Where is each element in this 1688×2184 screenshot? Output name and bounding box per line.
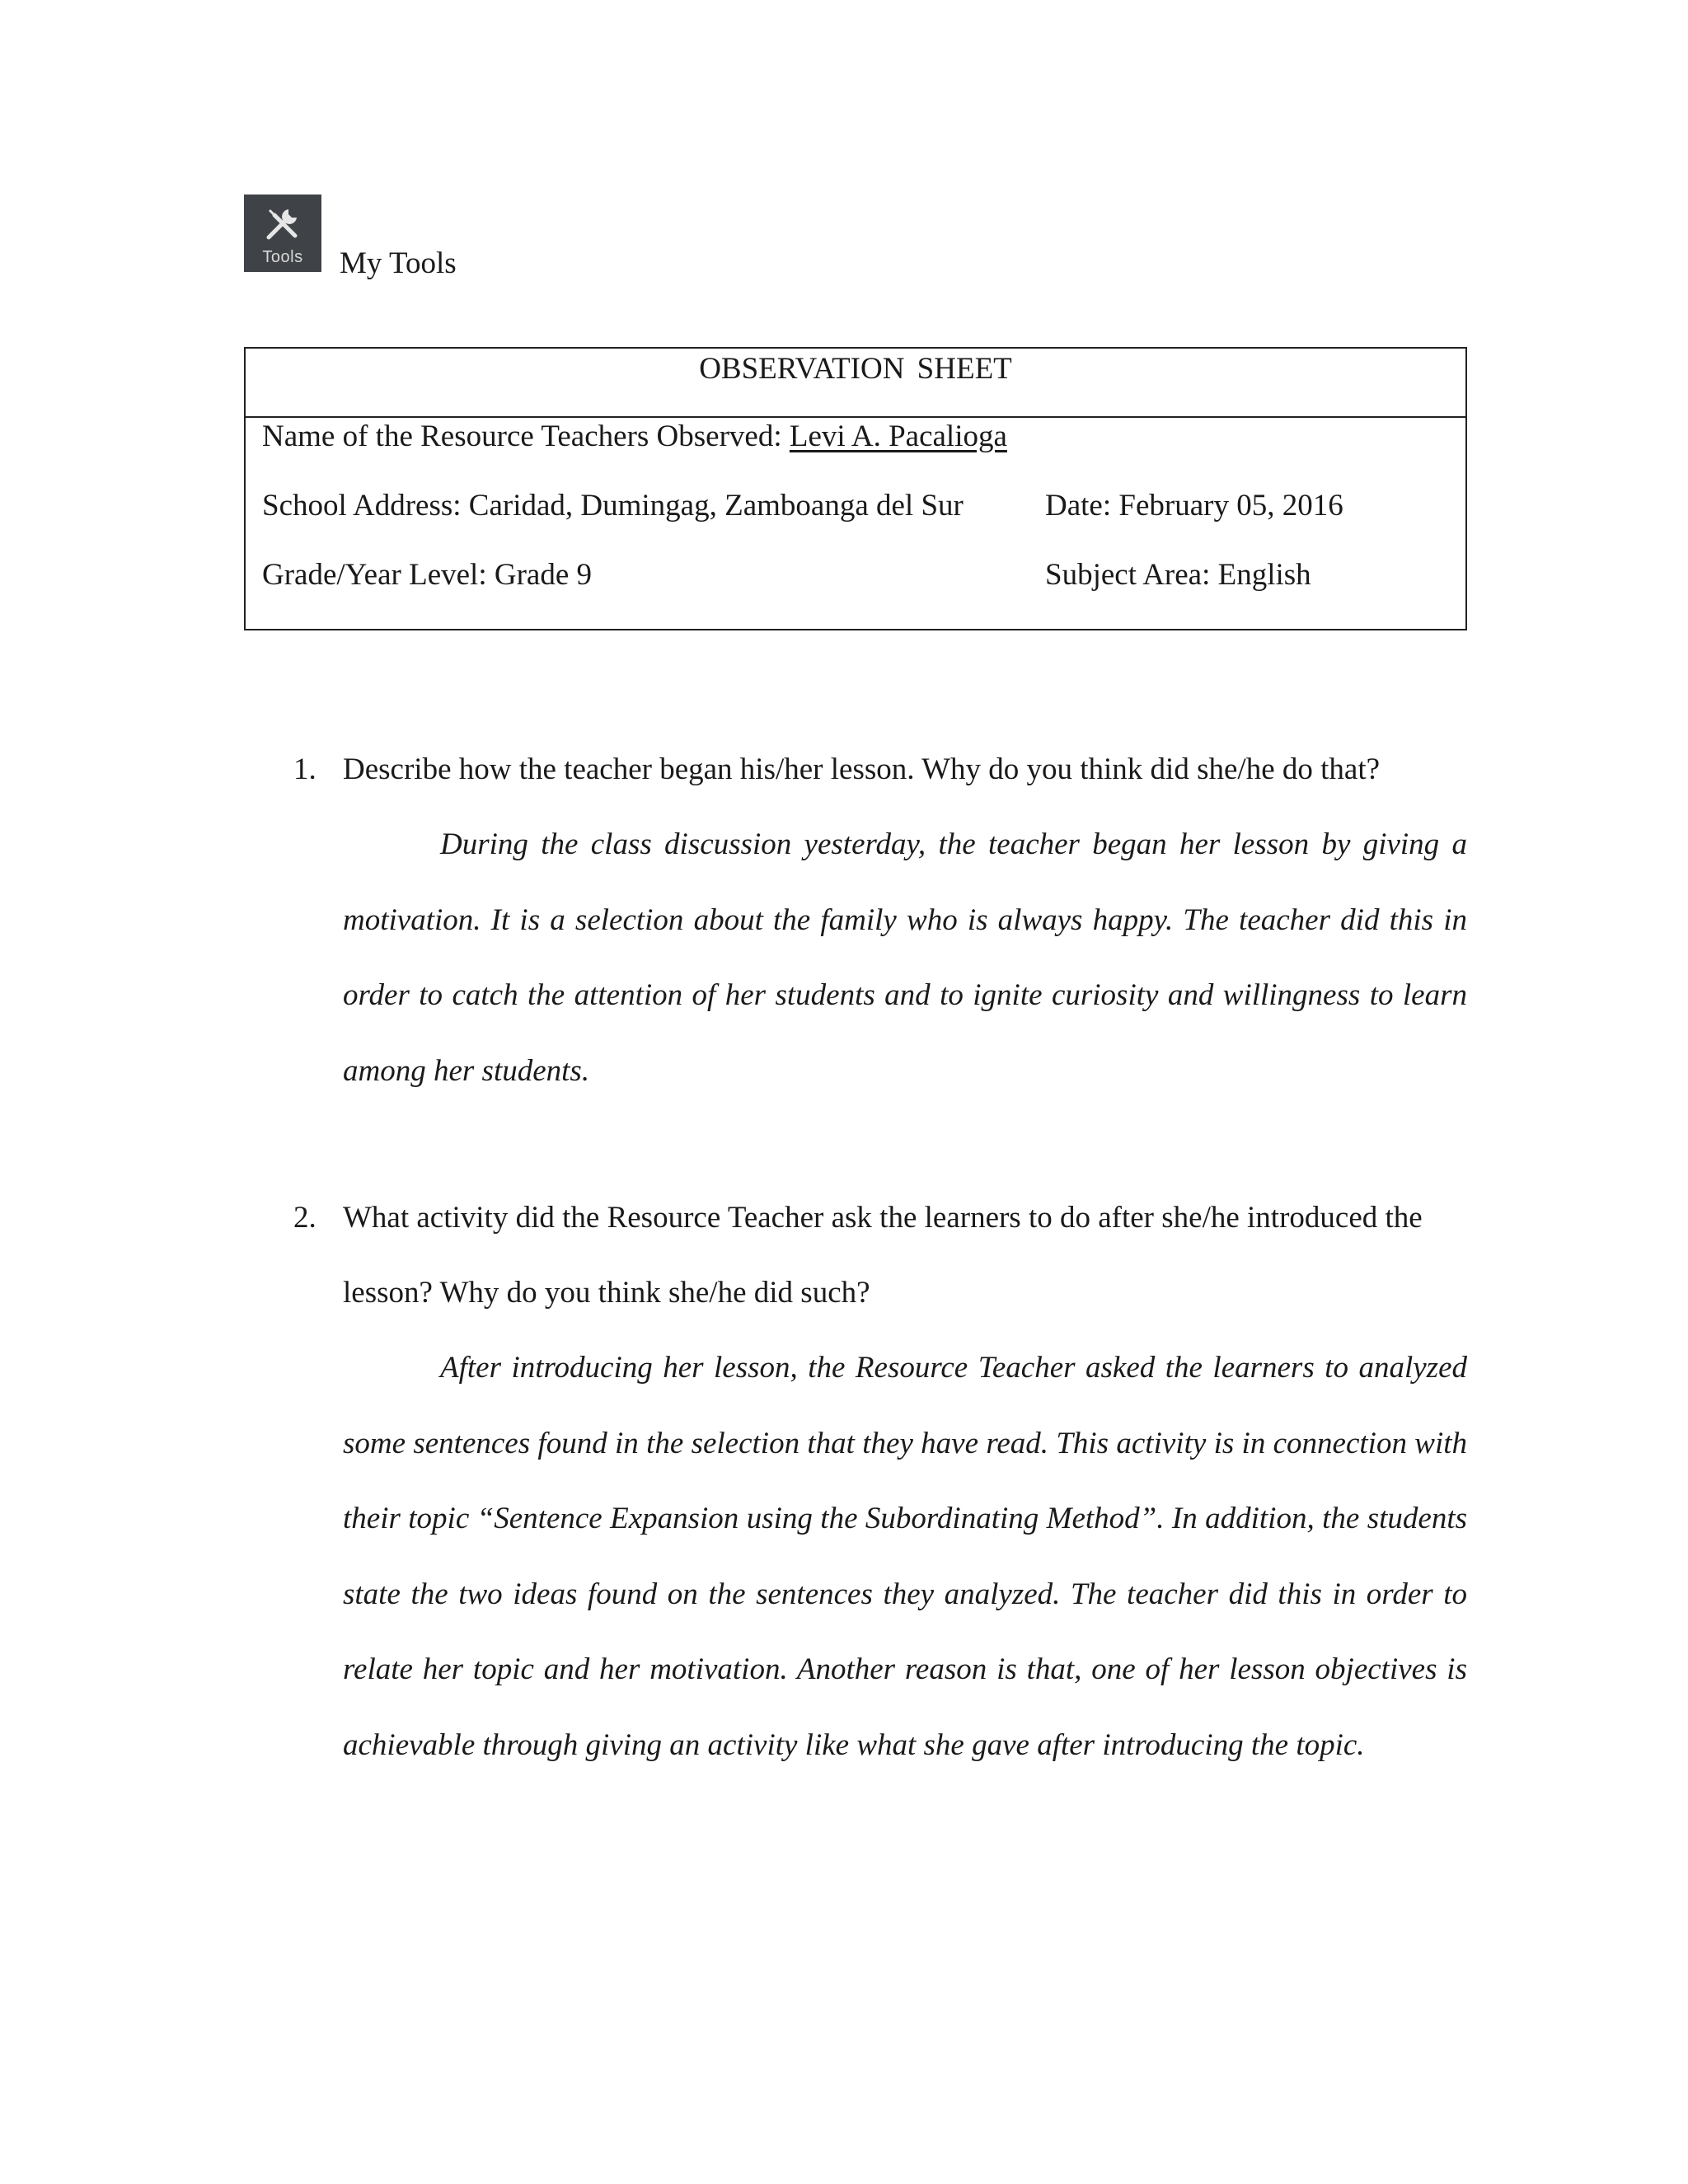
school-address-label: School Address: — [262, 489, 469, 523]
question-text: Describe how the teacher began his/her lesson. Why do you think did she/he do that? — [343, 752, 1381, 786]
date-field — [1045, 490, 1343, 521]
question-2 — [293, 1180, 1467, 1330]
wrench-screwdriver-icon — [264, 204, 302, 242]
question-text: What activity did the Resource Teacher ask the learners to do after she/he introduced the lesson? Why do you think she/he did such? — [343, 1201, 1423, 1310]
question-1 — [293, 732, 1467, 807]
tools-icon — [244, 194, 321, 272]
answer-1: During the class discussion yesterday, the teacher began her lesson by giving a motivation. It is a selection about the family who is always happy. The teacher did this in order to catch the attention of her students and to ignite curiosity and willingness to learn among her students. — [343, 827, 1467, 1088]
tools-icon-label: Tools — [262, 248, 303, 266]
question-block-1 — [293, 732, 1467, 1108]
grade-level-row — [262, 560, 592, 590]
subject-area-value: English — [1217, 558, 1311, 592]
school-address-row — [262, 490, 964, 521]
page-header — [244, 194, 457, 280]
date-label: Date: — [1045, 489, 1119, 523]
subject-area-label: Subject Area: — [1045, 558, 1218, 592]
date-value: February 05, 2016 — [1118, 489, 1343, 523]
teacher-name-label: Name of the Resource Teachers Observed: — [262, 419, 790, 453]
teacher-name-row — [262, 421, 1007, 452]
school-address-value: Caridad, Dumingag, Zamboanga del Sur — [468, 489, 964, 523]
teacher-name-value: Levi A. Pacalioga — [789, 419, 1007, 453]
page-title: My Tools — [340, 246, 457, 280]
observation-sheet-table — [244, 347, 1467, 630]
question-number: 1. — [293, 752, 316, 786]
subject-area-field — [1045, 560, 1311, 590]
grade-level-value: Grade 9 — [494, 558, 592, 592]
question-block-2 — [293, 1180, 1467, 1783]
answer-2: After introducing her lesson, the Resource Teacher asked the learners to analyzed some sentences found in the selection that they have read. This activity is in connection with their topic “Sentence Expansion using the Subordinating Method”. In addition, the students state the two ideas found on the sentences they analyzed. The teacher did this in order to relate her topic and her motivation. Another reason is that, one of her lesson objectives is achievable through giving an activity like what she gave after introducing the topic. — [343, 1351, 1467, 1762]
grade-level-label: Grade/Year Level: — [262, 558, 495, 592]
sheet-title: OBSERVATION SHEET — [246, 349, 1465, 418]
question-number: 2. — [293, 1201, 316, 1235]
